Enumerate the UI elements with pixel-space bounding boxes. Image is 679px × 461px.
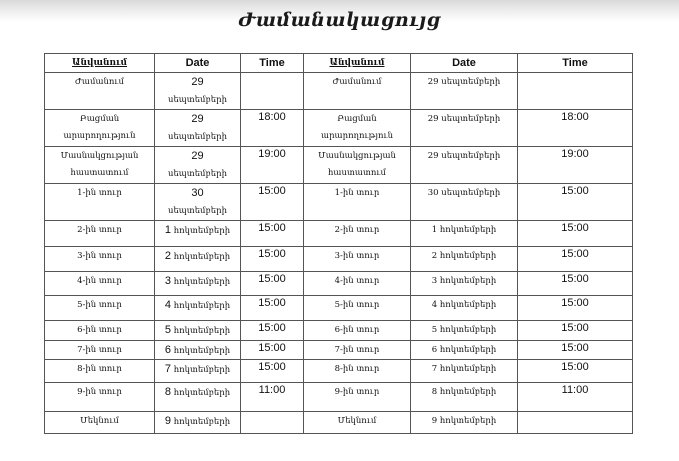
event-name-cell: 3-ին տուր <box>45 247 155 272</box>
table-row <box>45 296 633 321</box>
event-time-cell: 15:00 <box>241 247 304 272</box>
event-date-cell <box>155 73 241 110</box>
event-date-cell-2: 29 սեպտեմբերի <box>411 147 518 184</box>
event-time-cell <box>241 412 304 434</box>
column-header-event-2: Անվանում <box>304 54 411 73</box>
event-time-cell-2: 15:00 <box>518 184 633 221</box>
event-name-cell-2: 7-ին տուր <box>304 341 411 360</box>
event-time-cell: 15:00 <box>241 360 304 383</box>
table-row <box>45 383 633 412</box>
column-header-date: Date <box>155 54 241 73</box>
date-day: 9 <box>164 415 171 427</box>
column-header-date-2: Date <box>411 54 518 73</box>
event-time-cell: 15:00 <box>241 341 304 360</box>
event-time-cell-2: 15:00 <box>518 221 633 247</box>
event-name-cell-2: 1-ին տուր <box>304 184 411 221</box>
date-day: 1 <box>164 224 171 236</box>
event-name-cell: Ժամանում <box>45 73 155 110</box>
date-month: սեպտեմբերի <box>168 206 227 216</box>
event-time-cell-2: 19:00 <box>518 147 633 184</box>
event-time-cell: 15:00 <box>241 221 304 247</box>
event-date-cell <box>155 321 241 341</box>
table-row <box>45 73 633 110</box>
event-date-cell <box>155 412 241 434</box>
date-month: հոկտեմբերի <box>173 388 231 398</box>
date-day: 29 <box>191 76 204 88</box>
date-day: 5 <box>164 324 171 336</box>
event-name-cell: 4-ին տուր <box>45 272 155 296</box>
event-name-cell: 5-ին տուր <box>45 296 155 321</box>
event-date-cell <box>155 296 241 321</box>
event-date-cell <box>155 360 241 383</box>
event-date-cell-2: 1 հոկտեմբերի <box>411 221 518 247</box>
event-name-cell: 2-ին տուր <box>45 221 155 247</box>
table-row <box>45 184 633 221</box>
date-month: հոկտեմբերի <box>173 326 231 336</box>
date-month: հոկտեմբերի <box>173 346 231 356</box>
event-name-cell-2: 2-ին տուր <box>304 221 411 247</box>
event-date-cell <box>155 383 241 412</box>
schedule-table <box>44 53 633 434</box>
event-date-cell <box>155 272 241 296</box>
event-time-cell-2: 15:00 <box>518 341 633 360</box>
date-day: 30 <box>191 187 204 199</box>
table-row <box>45 247 633 272</box>
event-time-cell-2: 15:00 <box>518 360 633 383</box>
date-day: 2 <box>164 250 171 262</box>
page-title: Ժամանակացույց <box>238 9 441 31</box>
event-time-cell-2: 11:00 <box>518 383 633 412</box>
event-date-cell <box>155 184 241 221</box>
event-name-cell-2: 8-ին տուր <box>304 360 411 383</box>
column-header-time-2: Time <box>518 54 633 73</box>
event-time-cell: 15:00 <box>241 321 304 341</box>
table-header-row <box>45 54 633 73</box>
event-name-cell: 1-ին տուր <box>45 184 155 221</box>
event-date-cell-2: 5 հոկտեմբերի <box>411 321 518 341</box>
event-time-cell-2 <box>518 412 633 434</box>
event-time-cell-2: 15:00 <box>518 321 633 341</box>
event-date-cell-2: 8 հոկտեմբերի <box>411 383 518 412</box>
event-date-cell <box>155 341 241 360</box>
event-time-cell <box>241 73 304 110</box>
table-row <box>45 341 633 360</box>
table-row <box>45 272 633 296</box>
event-time-cell-2: 15:00 <box>518 296 633 321</box>
event-time-cell-2 <box>518 73 633 110</box>
event-name-cell-2: 4-ին տուր <box>304 272 411 296</box>
date-month: հոկտեմբերի <box>173 417 231 427</box>
column-header-event: Անվանում <box>45 54 155 73</box>
table-row <box>45 147 633 184</box>
event-date-cell-2: 29 սեպտեմբերի <box>411 110 518 147</box>
event-name-cell: Մեկնում <box>45 412 155 434</box>
event-name-cell-2: Մեկնում <box>304 412 411 434</box>
event-name-cell-2: Ժամանում <box>304 73 411 110</box>
date-day: 8 <box>164 386 171 398</box>
event-date-cell-2: 4 հոկտեմբերի <box>411 296 518 321</box>
event-name-cell: 6-ին տուր <box>45 321 155 341</box>
event-date-cell-2: 29 սեպտեմբերի <box>411 73 518 110</box>
event-time-cell-2: 18:00 <box>518 110 633 147</box>
date-day: 6 <box>164 344 171 356</box>
event-time-cell: 19:00 <box>241 147 304 184</box>
event-name-cell: Մասնակցության հաստատում <box>45 147 155 184</box>
event-date-cell-2: 3 հոկտեմբերի <box>411 272 518 296</box>
date-month: հոկտեմբերի <box>173 226 231 236</box>
table-row <box>45 321 633 341</box>
event-date-cell <box>155 147 241 184</box>
event-name-cell-2: 5-ին տուր <box>304 296 411 321</box>
event-date-cell <box>155 110 241 147</box>
table-row <box>45 412 633 434</box>
event-time-cell: 15:00 <box>241 296 304 321</box>
event-name-cell: 9-ին տուր <box>45 383 155 412</box>
column-header-time: Time <box>241 54 304 73</box>
event-time-cell: 18:00 <box>241 110 304 147</box>
date-month: հոկտեմբերի <box>173 252 231 262</box>
date-month: հոկտեմբերի <box>173 277 231 287</box>
event-name-cell: 8-ին տուր <box>45 360 155 383</box>
date-month: սեպտեմբերի <box>168 132 227 142</box>
date-month: սեպտեմբերի <box>168 95 227 105</box>
event-name-cell-2: Մասնակցության հաստատում <box>304 147 411 184</box>
date-month: սեպտեմբերի <box>168 169 227 179</box>
event-time-cell: 15:00 <box>241 272 304 296</box>
event-date-cell-2: 2 հոկտեմբերի <box>411 247 518 272</box>
table-row <box>45 360 633 383</box>
table-row <box>45 110 633 147</box>
event-time-cell-2: 15:00 <box>518 247 633 272</box>
event-name-cell-2: 9-ին տուր <box>304 383 411 412</box>
event-time-cell-2: 15:00 <box>518 272 633 296</box>
event-time-cell: 11:00 <box>241 383 304 412</box>
table-row <box>45 221 633 247</box>
event-date-cell <box>155 221 241 247</box>
date-day: 4 <box>164 299 171 311</box>
date-day: 3 <box>164 275 171 287</box>
event-date-cell-2: 6 հոկտեմբերի <box>411 341 518 360</box>
event-name-cell: 7-ին տուր <box>45 341 155 360</box>
date-day: 29 <box>191 113 204 125</box>
event-time-cell: 15:00 <box>241 184 304 221</box>
event-name-cell: Բացման արարողություն <box>45 110 155 147</box>
event-date-cell-2: 30 սեպտեմբերի <box>411 184 518 221</box>
event-name-cell-2: 6-ին տուր <box>304 321 411 341</box>
event-date-cell-2: 9 հոկտեմբերի <box>411 412 518 434</box>
event-date-cell-2: 7 հոկտեմբերի <box>411 360 518 383</box>
date-month: հոկտեմբերի <box>173 365 231 375</box>
event-name-cell-2: Բացման արարողություն <box>304 110 411 147</box>
event-name-cell-2: 3-ին տուր <box>304 247 411 272</box>
date-month: հոկտեմբերի <box>173 301 231 311</box>
date-day: 7 <box>164 363 171 375</box>
date-day: 29 <box>191 150 204 162</box>
event-date-cell <box>155 247 241 272</box>
